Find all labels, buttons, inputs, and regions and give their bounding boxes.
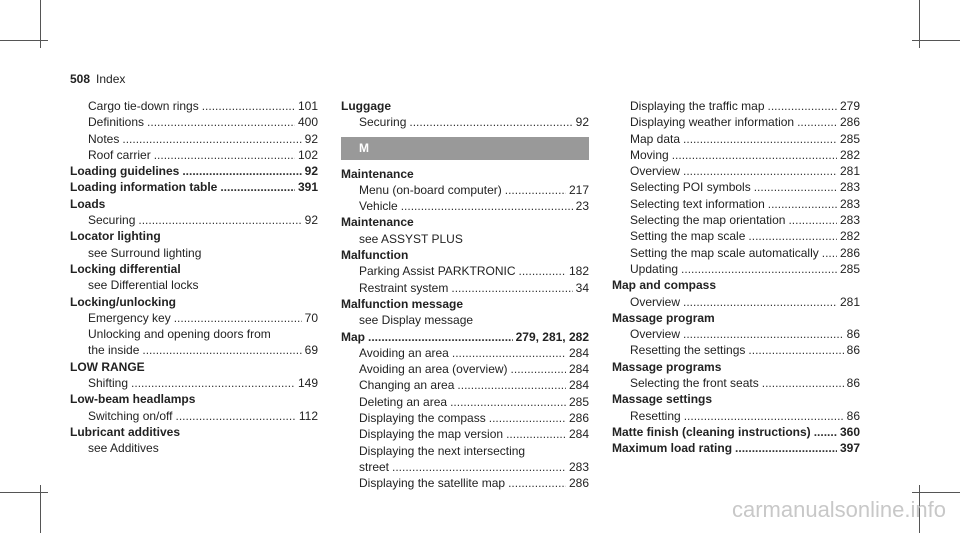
page-reference[interactable]: 92 xyxy=(304,213,318,228)
index-subentry xyxy=(341,198,589,214)
section-title: Index xyxy=(96,72,126,86)
index-heading xyxy=(341,98,589,114)
index-heading xyxy=(70,196,318,212)
entry-text: Maximum load rating xyxy=(612,441,733,456)
index-subentry xyxy=(341,475,589,491)
index-heading xyxy=(341,166,589,182)
page-reference[interactable]: 112 xyxy=(298,408,318,423)
index-subentry xyxy=(612,98,860,114)
crop-mark xyxy=(0,40,48,41)
index-subentry xyxy=(70,326,318,342)
entry-text: Resetting xyxy=(630,408,681,423)
dot-leader xyxy=(457,377,566,393)
entry-text: Overview xyxy=(630,294,681,309)
entry-text: Restraint system xyxy=(359,280,449,295)
page-reference[interactable]: 282 xyxy=(839,229,860,244)
entry-text: Displaying the map version xyxy=(359,427,504,442)
page-reference[interactable]: 400 xyxy=(297,115,318,130)
crop-mark xyxy=(0,492,48,493)
dot-leader xyxy=(797,114,837,130)
entry-text: Deleting an area xyxy=(359,394,448,409)
entry-text: Securing xyxy=(88,213,136,228)
page-reference[interactable]: 92 xyxy=(575,115,589,130)
entry-text: Massage settings xyxy=(612,392,713,407)
index-heading xyxy=(612,424,860,440)
letter-section-header: M xyxy=(341,137,589,160)
index-subentry xyxy=(612,375,860,391)
index-heading xyxy=(70,179,318,195)
index-subentry xyxy=(341,182,589,198)
index-subentry xyxy=(341,410,589,426)
index-subentry xyxy=(612,131,860,147)
index-subentry xyxy=(612,212,860,228)
page-reference[interactable]: 279, 281, 282 xyxy=(515,329,589,344)
page-reference[interactable]: 70 xyxy=(304,310,318,325)
entry-text: Maintenance xyxy=(341,215,414,230)
entry-text: Lubricant additives xyxy=(70,424,181,439)
dot-leader xyxy=(768,196,837,212)
index-subentry xyxy=(612,408,860,424)
index-subentry xyxy=(341,459,589,475)
index-heading xyxy=(70,261,318,277)
index-subentry xyxy=(341,361,589,377)
index-subentry xyxy=(612,196,860,212)
entry-text: Definitions xyxy=(88,115,145,130)
index-heading xyxy=(70,424,318,440)
entry-text: Notes xyxy=(88,131,120,146)
page-reference[interactable]: 283 xyxy=(839,196,860,211)
entry-text: Setting the map scale automatically xyxy=(630,245,819,260)
dot-leader xyxy=(131,375,295,391)
page-reference[interactable]: 286 xyxy=(839,115,860,130)
index-subentry xyxy=(612,342,860,358)
dot-leader xyxy=(401,198,573,214)
dot-leader xyxy=(142,342,301,358)
index-subentry xyxy=(341,114,589,130)
entry-text: Loads xyxy=(70,196,106,211)
page-reference[interactable]: 149 xyxy=(297,376,318,391)
page-reference[interactable]: 23 xyxy=(575,199,589,214)
dot-leader xyxy=(748,342,843,358)
entry-text: Changing an area xyxy=(359,378,455,393)
dot-leader xyxy=(672,147,837,163)
entry-text: Updating xyxy=(630,261,679,276)
page-reference[interactable]: 86 xyxy=(846,376,860,391)
dot-leader xyxy=(788,212,837,228)
entry-text: Avoiding an area (overview) xyxy=(359,362,508,377)
entry-text: LOW RANGE xyxy=(70,359,145,374)
index-heading xyxy=(341,247,589,263)
index-subentry xyxy=(341,312,589,328)
page-reference[interactable]: 285 xyxy=(568,394,589,409)
dot-leader xyxy=(489,410,566,426)
index-subentry xyxy=(341,394,589,410)
index-subentry xyxy=(70,245,318,261)
index-heading xyxy=(612,391,860,407)
page-reference[interactable]: 283 xyxy=(839,180,860,195)
dot-leader xyxy=(452,345,566,361)
index-subentry xyxy=(70,98,318,114)
index-heading xyxy=(70,163,318,179)
index-subentry xyxy=(612,261,860,277)
entry-text: Moving xyxy=(630,147,669,162)
entry-text: Securing xyxy=(359,115,407,130)
page-reference[interactable]: 284 xyxy=(568,427,589,442)
dot-leader xyxy=(202,98,295,114)
dot-leader xyxy=(409,114,572,130)
page-number: 508 xyxy=(70,72,91,86)
entry-text: Locator lighting xyxy=(70,229,161,244)
entry-text: Selecting the map orientation xyxy=(630,213,786,228)
index-subentry xyxy=(341,377,589,393)
index-subentry xyxy=(70,114,318,130)
index-subentry xyxy=(341,280,589,296)
page-reference[interactable]: 102 xyxy=(297,147,318,162)
index-subentry xyxy=(70,375,318,391)
entry-text: Roof carrier xyxy=(88,147,151,162)
index-column-1 xyxy=(70,98,318,457)
page-reference[interactable]: 86 xyxy=(846,343,860,358)
page-reference[interactable]: 282 xyxy=(839,147,860,162)
entry-text: Map data xyxy=(630,131,681,146)
index-heading xyxy=(341,296,589,312)
entry-text: Overview xyxy=(630,327,681,342)
index-heading xyxy=(70,228,318,244)
entry-text: the inside xyxy=(88,343,140,358)
dot-leader xyxy=(174,310,302,326)
entry-text: Setting the map scale xyxy=(630,229,746,244)
entry-text: Menu (on-board computer) xyxy=(359,182,502,197)
dot-leader xyxy=(822,245,837,261)
dot-leader xyxy=(182,163,301,179)
entry-text: Selecting the front seats xyxy=(630,376,759,391)
page-reference[interactable]: 286 xyxy=(839,245,860,260)
dot-leader xyxy=(681,261,837,277)
dot-leader xyxy=(762,375,844,391)
index-heading xyxy=(341,329,589,345)
dot-leader xyxy=(768,98,837,114)
entry-text: Displaying weather information xyxy=(630,115,795,130)
index-heading xyxy=(341,214,589,230)
page-reference[interactable]: 286 xyxy=(568,476,589,491)
crop-mark xyxy=(912,492,960,493)
index-subentry xyxy=(70,212,318,228)
page-reference[interactable]: 281 xyxy=(839,294,860,309)
page-reference[interactable]: 360 xyxy=(839,424,860,439)
index-subentry xyxy=(70,440,318,456)
page-reference[interactable]: 284 xyxy=(568,362,589,377)
page-header xyxy=(70,72,125,86)
page-reference[interactable]: 283 xyxy=(839,213,860,228)
index-subentry xyxy=(70,310,318,326)
index-heading xyxy=(612,440,860,456)
entry-text: Parking Assist PARKTRONIC xyxy=(359,264,516,279)
index-subentry xyxy=(612,114,860,130)
index-subentry xyxy=(70,277,318,293)
dot-leader xyxy=(450,394,566,410)
entry-text: Locking differential xyxy=(70,261,181,276)
page-reference[interactable]: 34 xyxy=(575,280,589,295)
dot-leader xyxy=(451,280,572,296)
entry-text: see Display message xyxy=(359,313,474,328)
entry-text: see ASSYST PLUS xyxy=(359,231,463,246)
page-reference[interactable]: 284 xyxy=(568,345,589,360)
dot-leader xyxy=(138,212,301,228)
entry-text: see Differential locks xyxy=(88,278,199,293)
entry-text: Displaying the compass xyxy=(359,411,486,426)
entry-text: see Surround lighting xyxy=(88,245,202,260)
index-heading xyxy=(612,359,860,375)
entry-text: Overview xyxy=(630,164,681,179)
index-subentry xyxy=(341,263,589,279)
dot-leader xyxy=(392,459,566,475)
entry-text: Avoiding an area xyxy=(359,345,449,360)
dot-leader xyxy=(368,329,513,345)
index-subentry xyxy=(341,426,589,442)
index-subentry xyxy=(612,326,860,342)
index-subentry xyxy=(612,294,860,310)
entry-text: Locking/unlocking xyxy=(70,294,177,309)
dot-leader xyxy=(506,426,566,442)
entry-text: Massage program xyxy=(612,310,715,325)
entry-text: Massage programs xyxy=(612,359,722,374)
entry-text: Displaying the next intersecting xyxy=(359,443,526,458)
entry-text: Loading guidelines xyxy=(70,164,180,179)
index-column-2 xyxy=(341,98,589,492)
page-reference[interactable]: 217 xyxy=(568,182,589,197)
index-subentry xyxy=(612,163,860,179)
entry-text: Vehicle xyxy=(359,199,398,214)
entry-text: Selecting text information xyxy=(630,196,765,211)
entry-text: see Additives xyxy=(88,441,159,456)
index-subentry xyxy=(70,131,318,147)
dot-leader xyxy=(683,131,837,147)
index-subentry xyxy=(612,228,860,244)
page-reference[interactable]: 285 xyxy=(839,261,860,276)
index-heading xyxy=(612,310,860,326)
dot-leader xyxy=(735,440,837,456)
entry-text: Malfunction message xyxy=(341,296,464,311)
dot-leader xyxy=(683,294,837,310)
index-subentry xyxy=(612,245,860,261)
page-reference[interactable]: 283 xyxy=(568,459,589,474)
page-reference[interactable]: 86 xyxy=(846,327,860,342)
index-heading xyxy=(612,277,860,293)
page-reference[interactable]: 101 xyxy=(297,99,318,113)
entry-text: Map xyxy=(341,329,365,344)
entry-text: Cargo tie-down rings xyxy=(88,99,199,113)
entry-text: Low-beam headlamps xyxy=(70,392,196,407)
page-reference[interactable]: 92 xyxy=(304,164,318,179)
index-subentry xyxy=(70,408,318,424)
entry-text: Displaying the satellite map xyxy=(359,476,506,491)
dot-leader xyxy=(122,131,301,147)
entry-text: Malfunction xyxy=(341,248,409,263)
entry-text: Maintenance xyxy=(341,166,414,181)
dot-leader xyxy=(814,424,837,440)
page-reference[interactable]: 69 xyxy=(304,343,318,358)
dot-leader xyxy=(754,179,837,195)
dot-leader xyxy=(684,408,844,424)
dot-leader xyxy=(511,361,566,377)
dot-leader xyxy=(154,147,295,163)
entry-text: Switching on/off xyxy=(88,408,173,423)
page-reference[interactable]: 391 xyxy=(297,180,318,195)
index-heading xyxy=(70,359,318,375)
index-subentry xyxy=(70,147,318,163)
index-subentry xyxy=(341,231,589,247)
entry-text: Selecting POI symbols xyxy=(630,180,751,195)
index-subentry xyxy=(612,147,860,163)
index-heading xyxy=(70,391,318,407)
page-reference[interactable]: 286 xyxy=(568,411,589,426)
entry-text: Matte finish (cleaning instructions) xyxy=(612,424,811,439)
dot-leader xyxy=(147,114,295,130)
entry-text: Shifting xyxy=(88,376,129,391)
entry-text: Luggage xyxy=(341,99,391,113)
page-reference[interactable]: 285 xyxy=(839,131,860,146)
crop-mark xyxy=(912,40,960,41)
page-reference[interactable]: 182 xyxy=(568,264,589,279)
dot-leader xyxy=(518,263,565,279)
entry-text: Emergency key xyxy=(88,310,171,325)
dot-leader xyxy=(683,163,837,179)
dot-leader xyxy=(748,228,837,244)
entry-text: Resetting the settings xyxy=(630,343,746,358)
dot-leader xyxy=(683,326,844,342)
entry-text: Map and compass xyxy=(612,278,717,293)
entry-text: Unlocking and opening doors from xyxy=(88,327,271,342)
page-reference[interactable]: 397 xyxy=(839,441,860,456)
dot-leader xyxy=(508,475,566,491)
page-reference[interactable]: 92 xyxy=(304,131,318,146)
entry-text: Displaying the traffic map xyxy=(630,99,765,113)
index-subentry xyxy=(612,179,860,195)
index-column-3 xyxy=(612,98,860,457)
page-reference[interactable]: 279 xyxy=(839,99,860,113)
page-reference[interactable]: 281 xyxy=(839,164,860,179)
index-subentry xyxy=(70,342,318,358)
dot-leader xyxy=(176,408,296,424)
page-reference[interactable]: 86 xyxy=(846,408,860,423)
page-reference[interactable]: 284 xyxy=(568,378,589,393)
entry-text: Loading information table xyxy=(70,180,218,195)
watermark: carmanualsonline.info xyxy=(731,497,946,522)
dot-leader xyxy=(505,182,566,198)
index-heading xyxy=(70,294,318,310)
entry-text: street xyxy=(359,459,390,474)
index-subentry xyxy=(341,345,589,361)
index-subentry xyxy=(341,443,589,459)
dot-leader xyxy=(220,179,295,195)
